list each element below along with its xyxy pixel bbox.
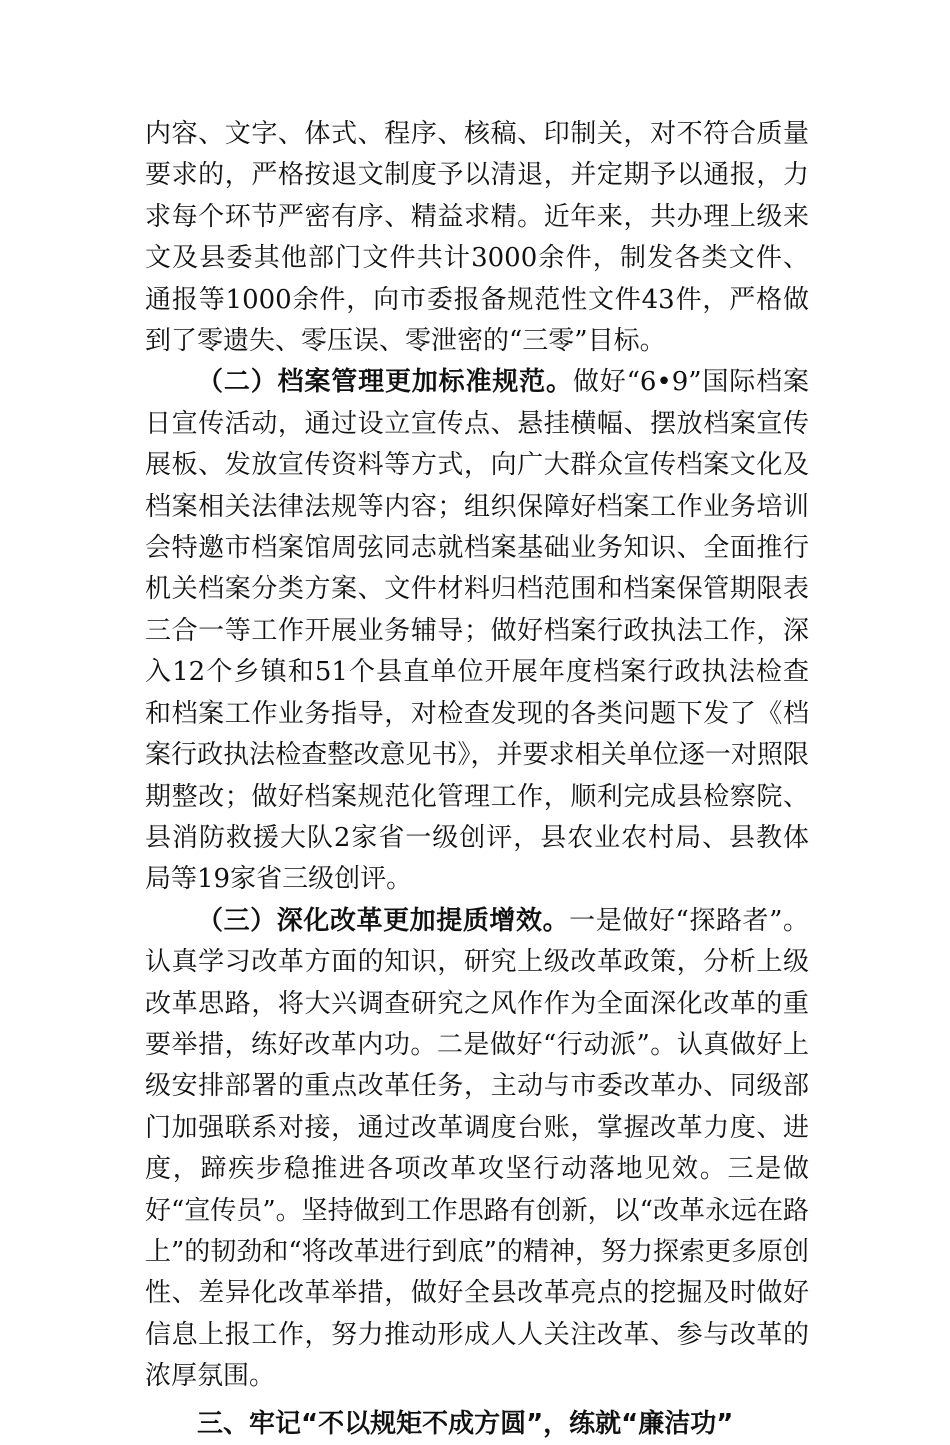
paragraph-2 [145,362,809,900]
paragraph-2-body: 做好“6•9”国际档案日宣传活动，通过设立宣传点、悬挂横幅、摆放档案宣传展板、发放宣传资料等方式，向广大群众宣传档案文化及档案相关法律法规等内容；组织保障好档案工作业务培训会特邀市档案馆周弦同志就档案基础业务知识、全面推行机关档案分类方案、文件材料归档范围和档案保管期限表三合一等工作开展业务辅导；做好档案行政执法工作，深入12个乡镇和51个县直单位开展年度档案行政执法检查和档案工作业务指导，对检查发现的各类问题下发了《档案行政执法检查整改意见书》，并要求相关单位逐一对照限期整改；做好档案规范化管理工作，顺利完成县检察院、县消防救援大队2家省一级创评，县农业农村局、县教体局等19家省三级创评。 [145,367,809,895]
paragraph-1: 内容、文字、体式、程序、核稿、印制关，对不符合质量要求的，严格按退文制度予以清退，并定期予以通报，力求每个环节严密有序、精益求精。近年来，共办理上级来文及县委其他部门文件共计3000余件，制发各类文件、通报等1000余件，向市委报备规范性文件43件，严格做到了零遗失、零压误、零泄密的“三零”目标。 [145,119,809,357]
subheading-archives: （二）档案管理更加标准规范。 [197,367,573,398]
document-body [145,114,809,1445]
paragraph-3 [145,901,809,1398]
subheading-reform: （三）深化改革更加提质增效。 [197,905,570,936]
section-heading-3: 三、牢记“不以规矩不成方圆”，练就“廉洁功” [197,1408,734,1439]
paragraph-3-body: 一是做好“探路者”。认真学习改革方面的知识，研究上级改革政策，分析上级改革思路，将大兴调查研究之风作作为全面深化改革的重要举措，练好改革内功。二是做好“行动派”。认真做好上级安排部署的重点改革任务，主动与市委改革办、同级部门加强联系对接，通过改革调度台账，掌握改革力度、进度，蹄疾步稳推进各项改革攻坚行动落地见效。三是做好“宣传员”。坚持做到工作思路有创新，以“改革永远在路上”的韧劲和“将改革进行到底”的精神，努力探索更多原创性、差异化改革举措，做好全县改革亮点的挖掘及时做好信息上报工作，努力推动形成人人关注改革、参与改革的浓厚氛围。 [145,905,809,1392]
